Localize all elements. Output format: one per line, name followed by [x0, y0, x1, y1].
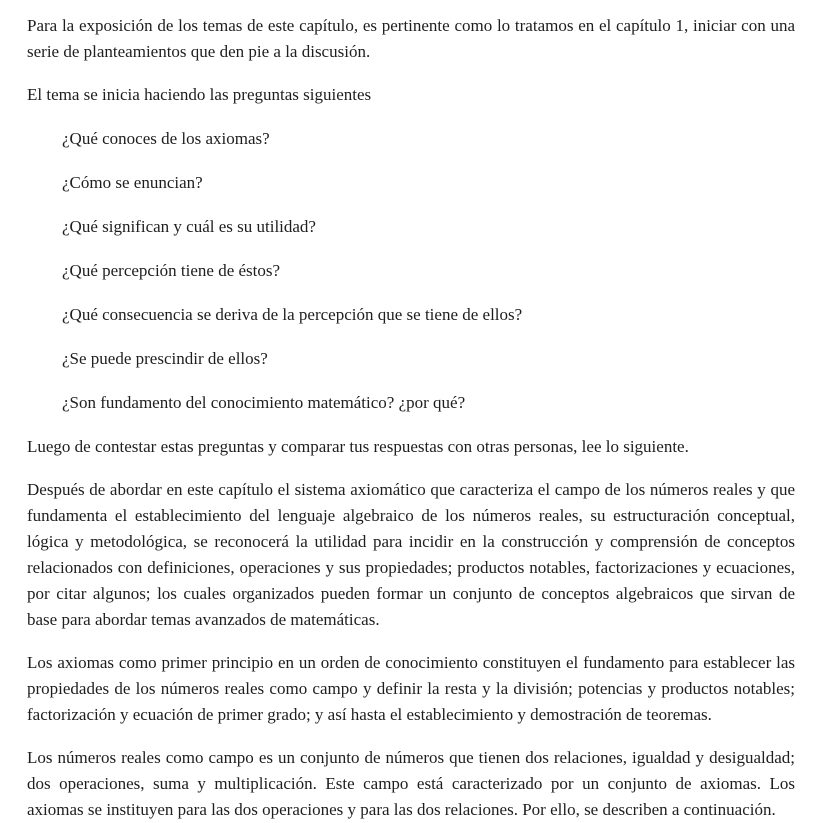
- question-item-2: ¿Cómo se enuncian?: [62, 173, 203, 192]
- question-item-1: ¿Qué conoces de los axiomas?: [62, 129, 270, 148]
- after-questions-paragraph: Luego de contestar estas preguntas y comparar tus respuestas con otras personas, lee lo siguiente.: [27, 437, 689, 456]
- question-item-5: ¿Qué consecuencia se deriva de la percepción que se tiene de ellos?: [62, 305, 523, 324]
- question-item-4: ¿Qué percepción tiene de éstos?: [62, 261, 281, 280]
- question-item-7: ¿Son fundamento del conocimiento matemático? ¿por qué?: [62, 393, 466, 412]
- overview-paragraph: Después de abordar en este capítulo el sistema axiomático que caracteriza el campo de los números reales y que fundamenta el establecimiento del lenguaje algebraico de los números reales, su estructuración conceptual, lógica y metodológica, se reconocerá la utilidad para incidir en la construcción y comprensión de conceptos relacionados con definiciones, operaciones y sus propiedades; productos notables, factorizaciones y ecuaciones, por citar algunos; los cuales organizados pueden formar un conjunto de conceptos algebraicos que sirvan de base para abordar temas avanzados de matemáticas.: [27, 480, 795, 629]
- questions-lead-in: El tema se inicia haciendo las preguntas siguientes: [27, 85, 372, 104]
- question-item-3: ¿Qué significan y cuál es su utilidad?: [62, 217, 316, 236]
- field-paragraph: Los números reales como campo es un conjunto de números que tienen dos relaciones, igualdad y desigualdad; dos operaciones, suma y multiplicación. Este campo está caracterizado por un conjunto de axiomas. Los axiomas se instituyen para las dos operaciones y para las dos relaciones. Por ello, se describen a continuación.: [27, 748, 795, 819]
- intro-paragraph: Para la exposición de los temas de este capítulo, es pertinente como lo tratamos en el capítulo 1, iniciar con una serie de planteamientos que den pie a la discusión.: [27, 16, 795, 61]
- axioms-paragraph: Los axiomas como primer principio en un orden de conocimiento constituyen el fundamento para establecer las propiedades de los números reales como campo y definir la resta y la división; potencias y productos notables; factorización y ecuación de primer grado; y así hasta el establecimiento y demostración de teoremas.: [27, 653, 795, 724]
- question-item-6: ¿Se puede prescindir de ellos?: [62, 349, 268, 368]
